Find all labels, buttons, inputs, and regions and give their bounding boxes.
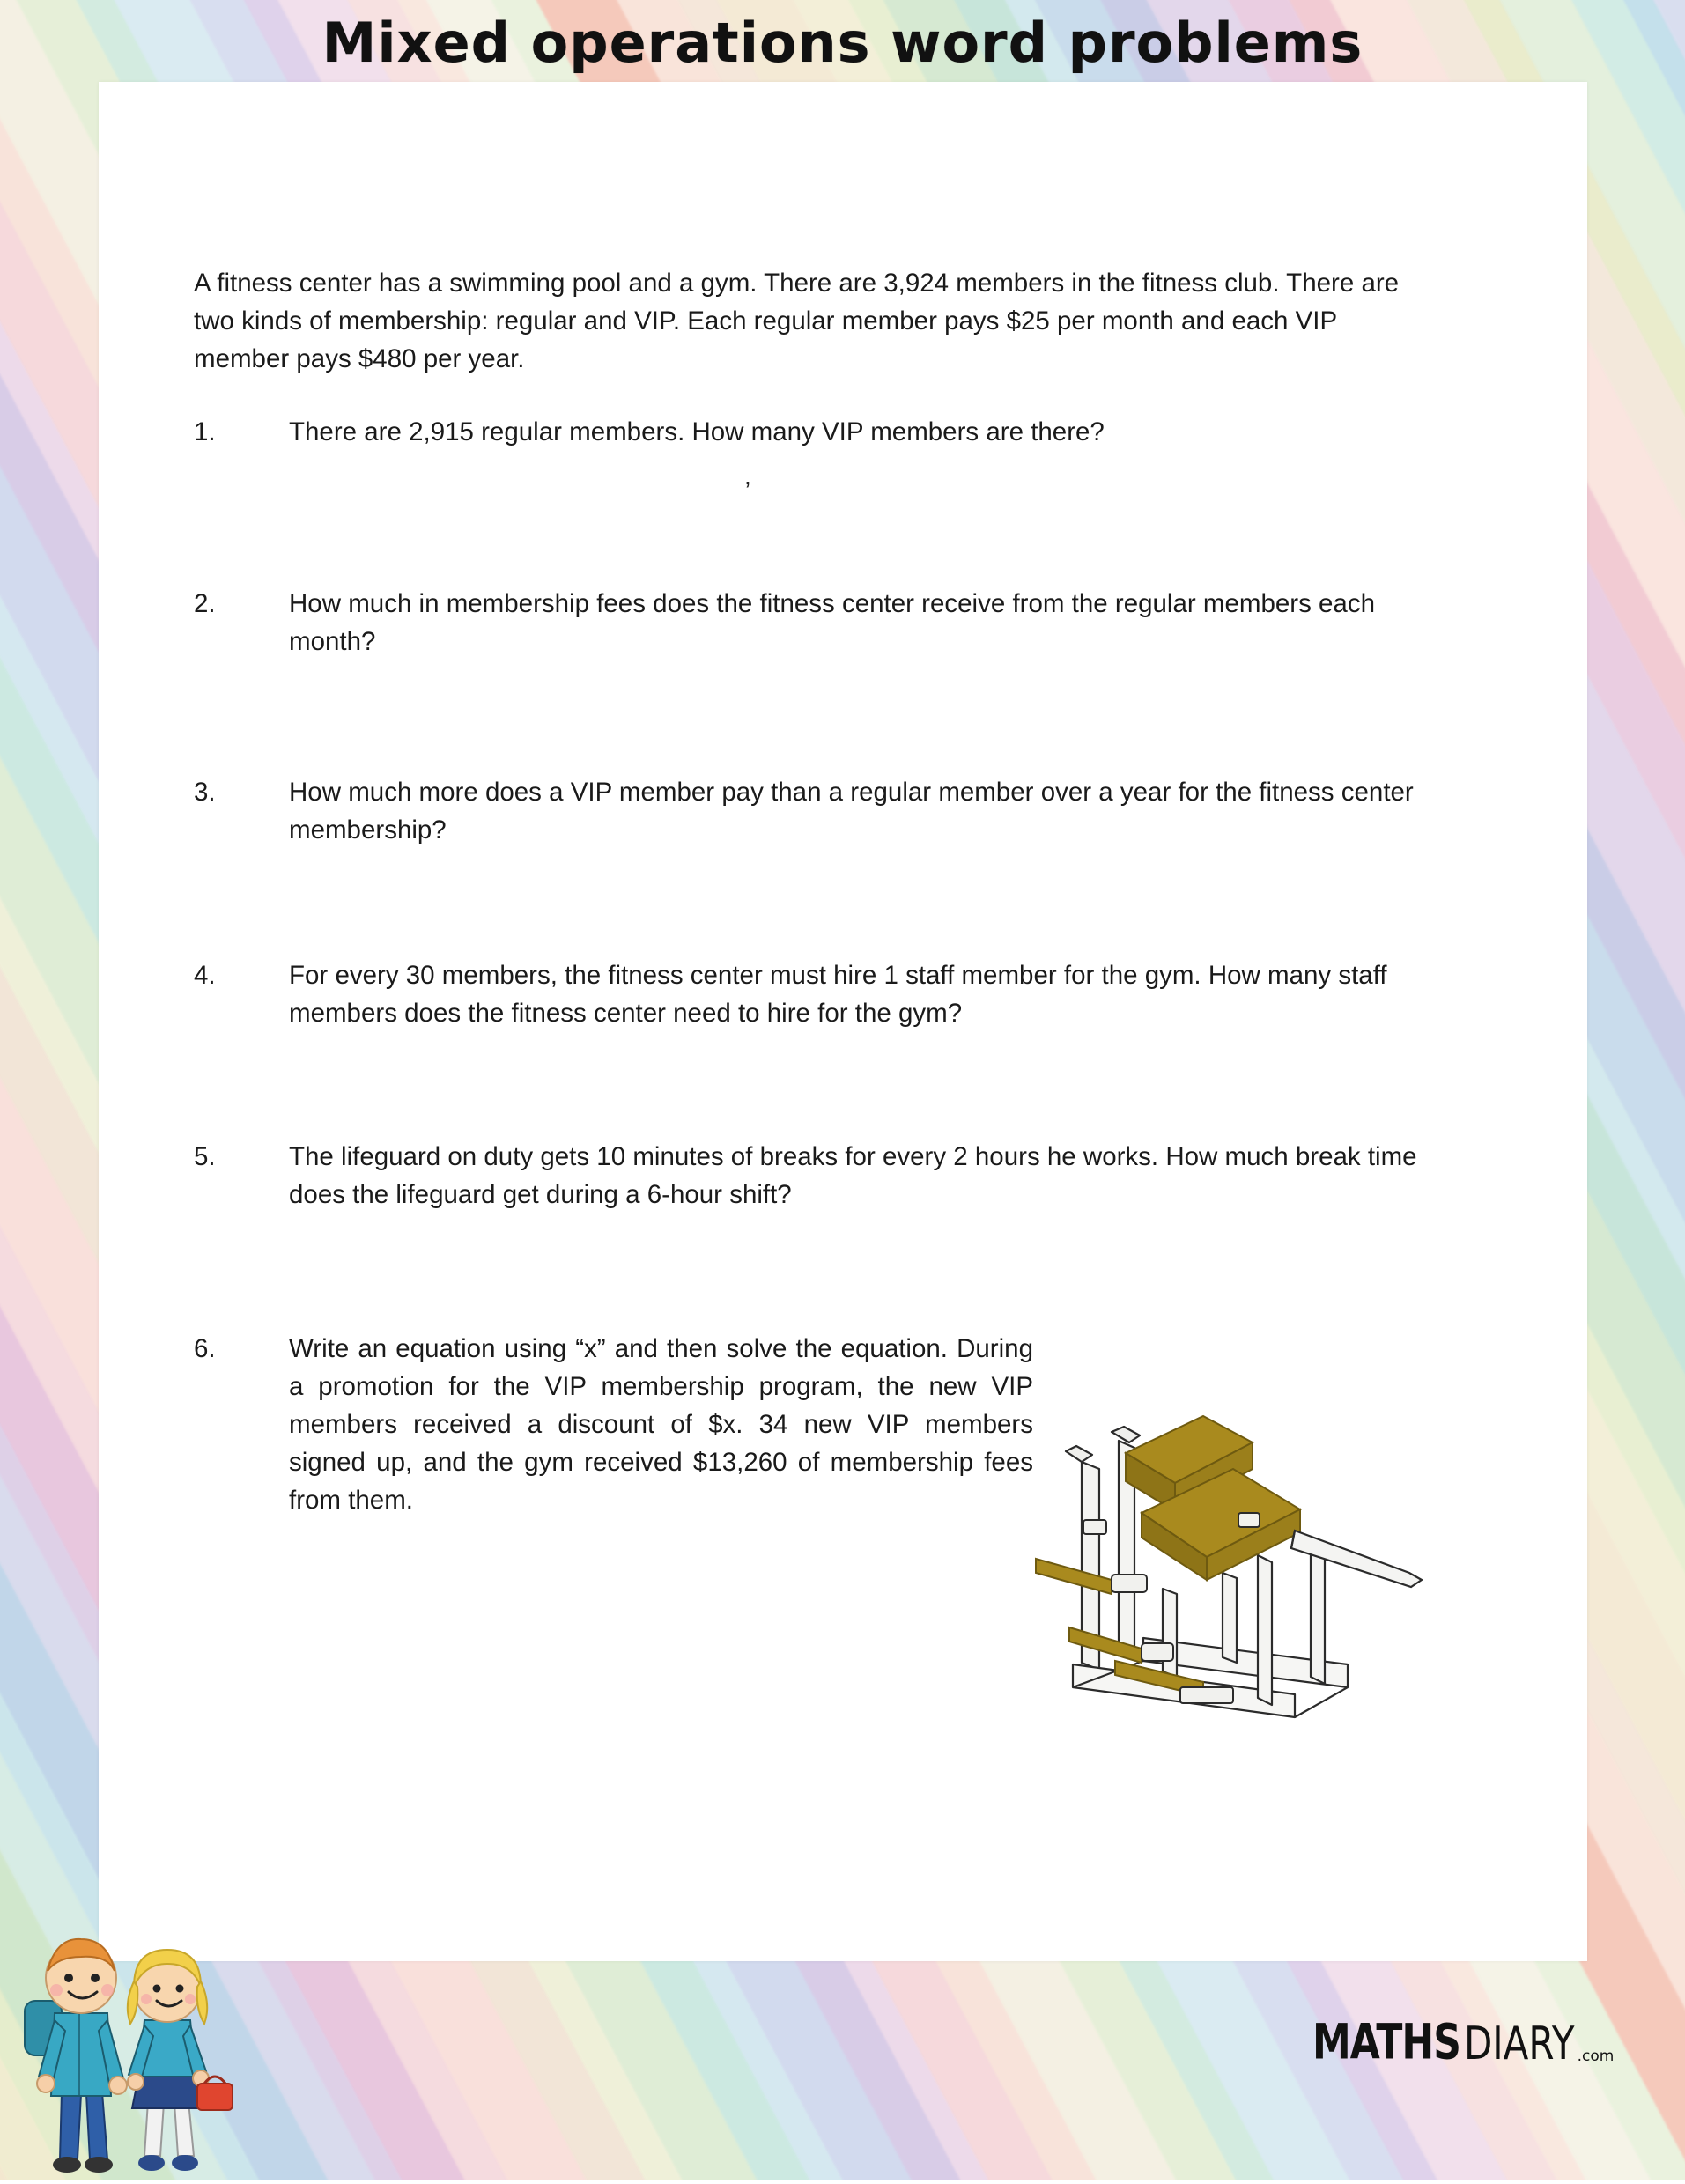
- gym-machine-illustration: [1031, 1407, 1436, 1777]
- question-number-5: 5.: [194, 1142, 216, 1171]
- question-item-3: [194, 773, 1427, 849]
- answer-space-1: [194, 451, 1427, 585]
- answer-space-3: [194, 849, 1427, 956]
- mathsdiary-logo: [1312, 2014, 1615, 2070]
- question-number-6: 6.: [194, 1334, 216, 1363]
- children-illustration: [16, 1929, 280, 2180]
- question-text-1: There are 2,915 regular members. How many VIP members are there?: [289, 417, 1105, 446]
- question-text-4: For every 30 members, the fitness center must hire 1 staff member for the gym. How many staff members does the fitness center need to hire for the gym?: [289, 961, 1387, 1028]
- question-number-1: 1.: [194, 417, 216, 446]
- question-text-6: Write an equation using “x” and then solve the equation. During a promotion for the VIP membership program, the new VIP members received a discount of $x. 34 new VIP members signed up, and the gym received $13,260 of membership fees from them.: [289, 1334, 1033, 1515]
- question-number-2: 2.: [194, 589, 216, 618]
- question-item-4: [194, 956, 1427, 1032]
- logo-text-diary: DIARY: [1463, 2017, 1575, 2070]
- question-item-2: [194, 585, 1427, 660]
- answer-space-5: [194, 1214, 1427, 1330]
- answer-space-4: [194, 1032, 1427, 1138]
- question-item-1: [194, 413, 1427, 451]
- page-title: Mixed operations word problems: [321, 11, 1364, 75]
- answer-space-2: [194, 660, 1427, 773]
- question-number-4: 4.: [194, 961, 216, 990]
- question-item-5: [194, 1138, 1427, 1214]
- question-number-3: 3.: [194, 778, 216, 807]
- problem-intro-text: A fitness center has a swimming pool and a gym. There are 3,924 members in the fitness club. There are two kinds of membership: regular and VIP. Each regular member pays $25 per month and each VIP member pays $480 per year.: [194, 269, 1400, 373]
- logo-text-maths: MATHS: [1312, 2014, 1460, 2070]
- logo-text-domain: .com: [1577, 2048, 1615, 2065]
- worksheet-content: [194, 264, 1427, 1519]
- question-text-5: The lifeguard on duty gets 10 minutes of breaks for every 2 hours he works. How much break time does the lifeguard get during a 6-hour shift?: [289, 1142, 1417, 1209]
- question-text-3: How much more does a VIP member pay than a regular member over a year for the fitness center membership?: [289, 778, 1414, 845]
- stray-punctuation-mark: ,: [744, 462, 751, 490]
- question-text-2: How much in membership fees does the fitness center receive from the regular members each month?: [289, 589, 1375, 656]
